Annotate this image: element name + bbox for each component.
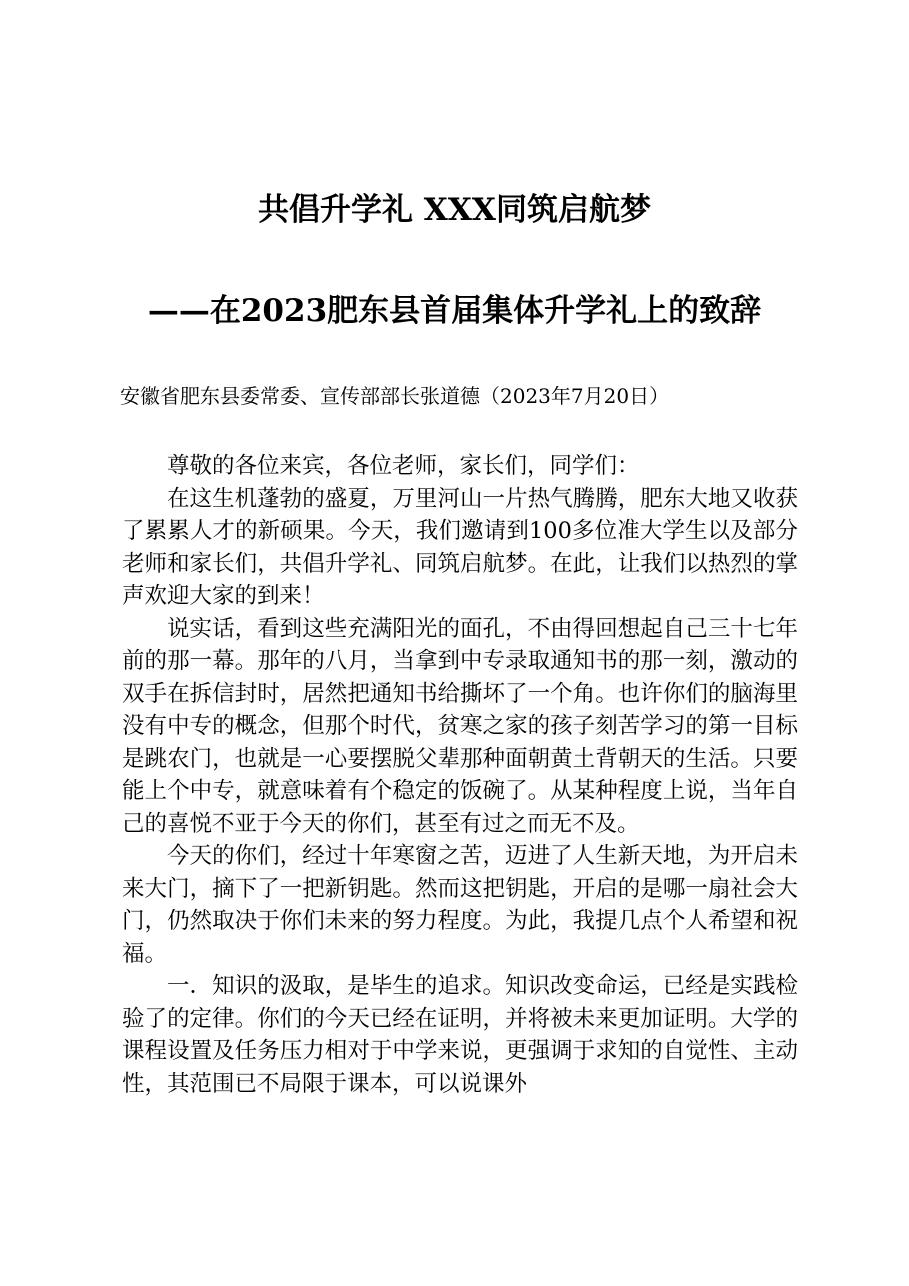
body-paragraph: 在这生机蓬勃的盛夏，万里河山一片热气腾腾，肥东大地又收获了累累人才的新硕果。今天，我们邀请到100多位准大学生以及部分老师和家长们，共倡升学礼、同筑启航梦。在此，让我们以热烈的掌声欢迎大家的到来！	[122, 485, 798, 609]
author-byline: 安徽省肥东县委常委、宣传部部长张道德（2023年7月20日）	[120, 384, 670, 408]
body-paragraph: 说实话，看到这些充满阳光的面孔，不由得回想起自己三十七年前的那一幕。那年的八月，当拿到中专录取通知书的那一刻，激动的双手在拆信封时，居然把通知书给撕坏了一个角。也许你们的脑海里没有中专的概念，但那个时代，贫寒之家的孩子刻苦学习的第一目标是跳农门，也就是一心要摆脱父辈那种面朝黄土背朝天的生活。只要能上个中专，就意味着有个稳定的饭碗了。从某种程度上说，当年自己的喜悦不亚于今天的你们，甚至有过之而无不及。	[122, 615, 798, 837]
body-paragraph: 一．知识的汲取，是毕生的追求。知识改变命运，已经是实践检验了的定律。你们的今天已经在证明，并将被未来更加证明。大学的课程设置及任务压力相对于中学来说，更强调于求知的自觉性、主动性，其范围已不局限于课本，可以说课外	[122, 973, 798, 1097]
document-title: 共倡升学礼 XXX同筑启航梦	[258, 192, 651, 228]
body-paragraph: 今天的你们，经过十年寒窗之苦，迈进了人生新天地，为开启未来大门，摘下了一把新钥匙。然而这把钥匙，开启的是哪一扇社会大门，仍然取决于你们未来的努力程度。为此，我提几点个人希望和祝福。	[122, 843, 798, 967]
salutation-paragraph: 尊敬的各位来宾，各位老师，家长们，同学们：	[167, 453, 640, 479]
document-body	[122, 450, 798, 1100]
document-subtitle: ——在2023肥东县首届集体升学礼上的致辞	[147, 293, 762, 329]
